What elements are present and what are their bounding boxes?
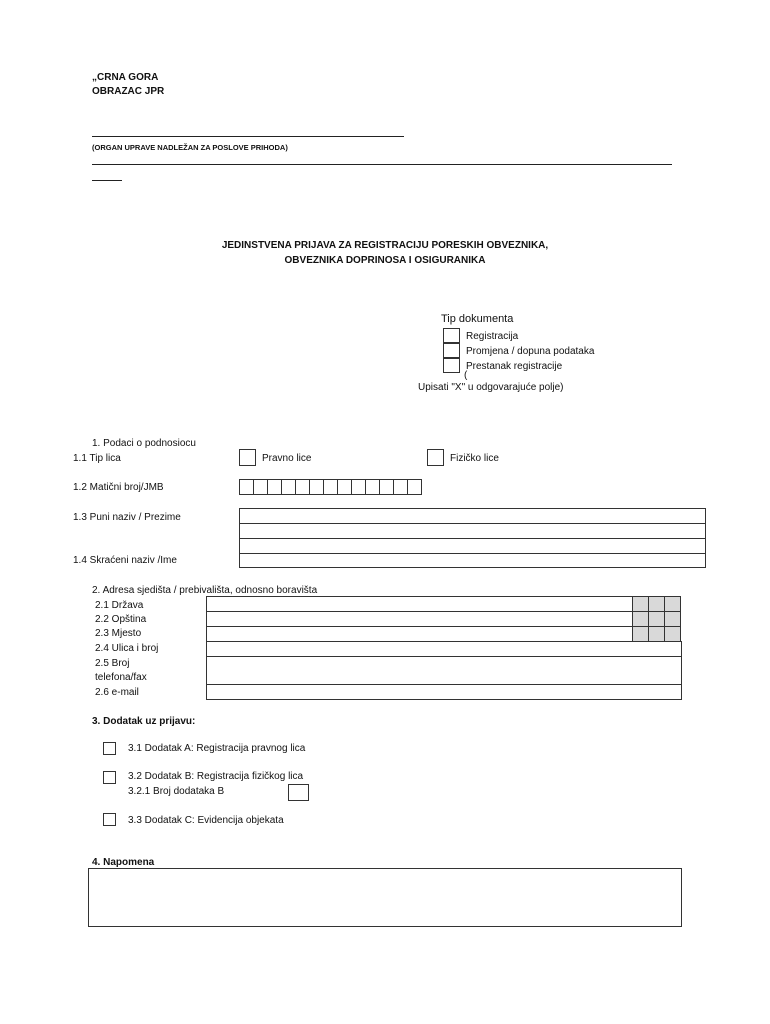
full-name-input-2[interactable] — [239, 523, 706, 539]
place-label: 2.3 Mjesto — [95, 628, 142, 639]
addendum-b-label: 3.2 Dodatak B: Registracija fizičkog lica — [128, 771, 304, 782]
doc-type-registration-checkbox[interactable] — [443, 328, 460, 343]
doc-type-change-checkbox[interactable] — [443, 343, 460, 358]
doc-type-hint: Upisati "X" u odgovarajuće polje) — [418, 382, 564, 393]
form-title-line1: JEDINSTVENA PRIJAVA ZA REGISTRACIJU PORESKIH OBVEZNIKA, — [221, 240, 549, 251]
addendum-a-checkbox[interactable] — [103, 742, 116, 755]
form-code: OBRAZAC JPR — [92, 86, 165, 97]
street-input[interactable] — [206, 641, 682, 657]
doc-type-paren: ( — [464, 370, 468, 381]
doc-type-option-registration: Registracija — [466, 331, 519, 342]
full-name-input-1[interactable] — [239, 508, 706, 524]
doc-type-option-change: Promjena / dopuna podataka — [466, 346, 595, 357]
organ-label: (ORGAN UPRAVE NADLEŽAN ZA POSLOVE PRIHODA) — [92, 143, 288, 152]
country-label: „CRNA GORA — [92, 72, 159, 83]
addendum-c-checkbox[interactable] — [103, 813, 116, 826]
doc-type-heading: Tip dokumenta — [441, 313, 514, 325]
email-input[interactable] — [206, 684, 682, 700]
id-number-label: 1.2 Matični broj/JMB — [73, 482, 164, 493]
organ-address-line-end — [92, 180, 122, 181]
municipality-code-cells[interactable] — [633, 611, 681, 627]
short-name-input-2[interactable] — [239, 553, 706, 568]
legal-person-checkbox[interactable] — [239, 449, 256, 466]
phone-label-line2: telefona/fax — [95, 672, 147, 683]
addendum-c-label: 3.3 Dodatak C: Evidencija objekata — [128, 815, 284, 826]
place-input[interactable] — [206, 626, 633, 642]
organ-name-line[interactable] — [92, 136, 404, 137]
natural-person-label: Fizičko lice — [450, 453, 499, 464]
phone-label-line1: 2.5 Broj — [95, 658, 130, 669]
state-input[interactable] — [206, 596, 633, 612]
full-name-label: 1.3 Puni naziv / Prezime — [73, 512, 181, 523]
organ-address-line[interactable] — [92, 164, 672, 165]
form-title-line2: OBVEZNIKA DOPRINOSA I OSIGURANIKA — [284, 255, 486, 266]
state-code-cells[interactable] — [633, 596, 681, 612]
email-label: 2.6 e-mail — [95, 687, 139, 698]
section4-heading: 4. Napomena — [92, 857, 155, 868]
id-number-input[interactable] — [240, 479, 422, 495]
doc-type-termination-checkbox[interactable] — [443, 358, 460, 373]
doc-type-option-termination: Prestanak registracije — [466, 361, 563, 372]
short-name-label: 1.4 Skraćeni naziv /Ime — [73, 555, 177, 566]
place-code-cells[interactable] — [633, 626, 681, 642]
legal-person-label: Pravno lice — [262, 453, 312, 464]
person-type-label: 1.1 Tip lica — [73, 453, 121, 464]
section2-heading: 2. Adresa sjedišta / prebivališta, odnosno boravišta — [92, 585, 318, 596]
municipality-input[interactable] — [206, 611, 633, 627]
addendum-b-checkbox[interactable] — [103, 771, 116, 784]
state-label: 2.1 Država — [95, 600, 144, 611]
short-name-input-1[interactable] — [239, 538, 706, 554]
street-label: 2.4 Ulica i broj — [95, 643, 159, 654]
note-textarea[interactable] — [88, 868, 682, 927]
addendum-a-label: 3.1 Dodatak A: Registracija pravnog lica — [128, 743, 306, 754]
addendum-b-count-label: 3.2.1 Broj dodataka B — [128, 786, 225, 797]
addendum-b-count-input[interactable] — [288, 784, 309, 801]
phone-input[interactable] — [206, 656, 682, 685]
section1-heading: 1. Podaci o podnosiocu — [92, 438, 196, 449]
natural-person-checkbox[interactable] — [427, 449, 444, 466]
municipality-label: 2.2 Opština — [95, 614, 147, 625]
section3-heading: 3. Dodatak uz prijavu: — [92, 716, 196, 727]
